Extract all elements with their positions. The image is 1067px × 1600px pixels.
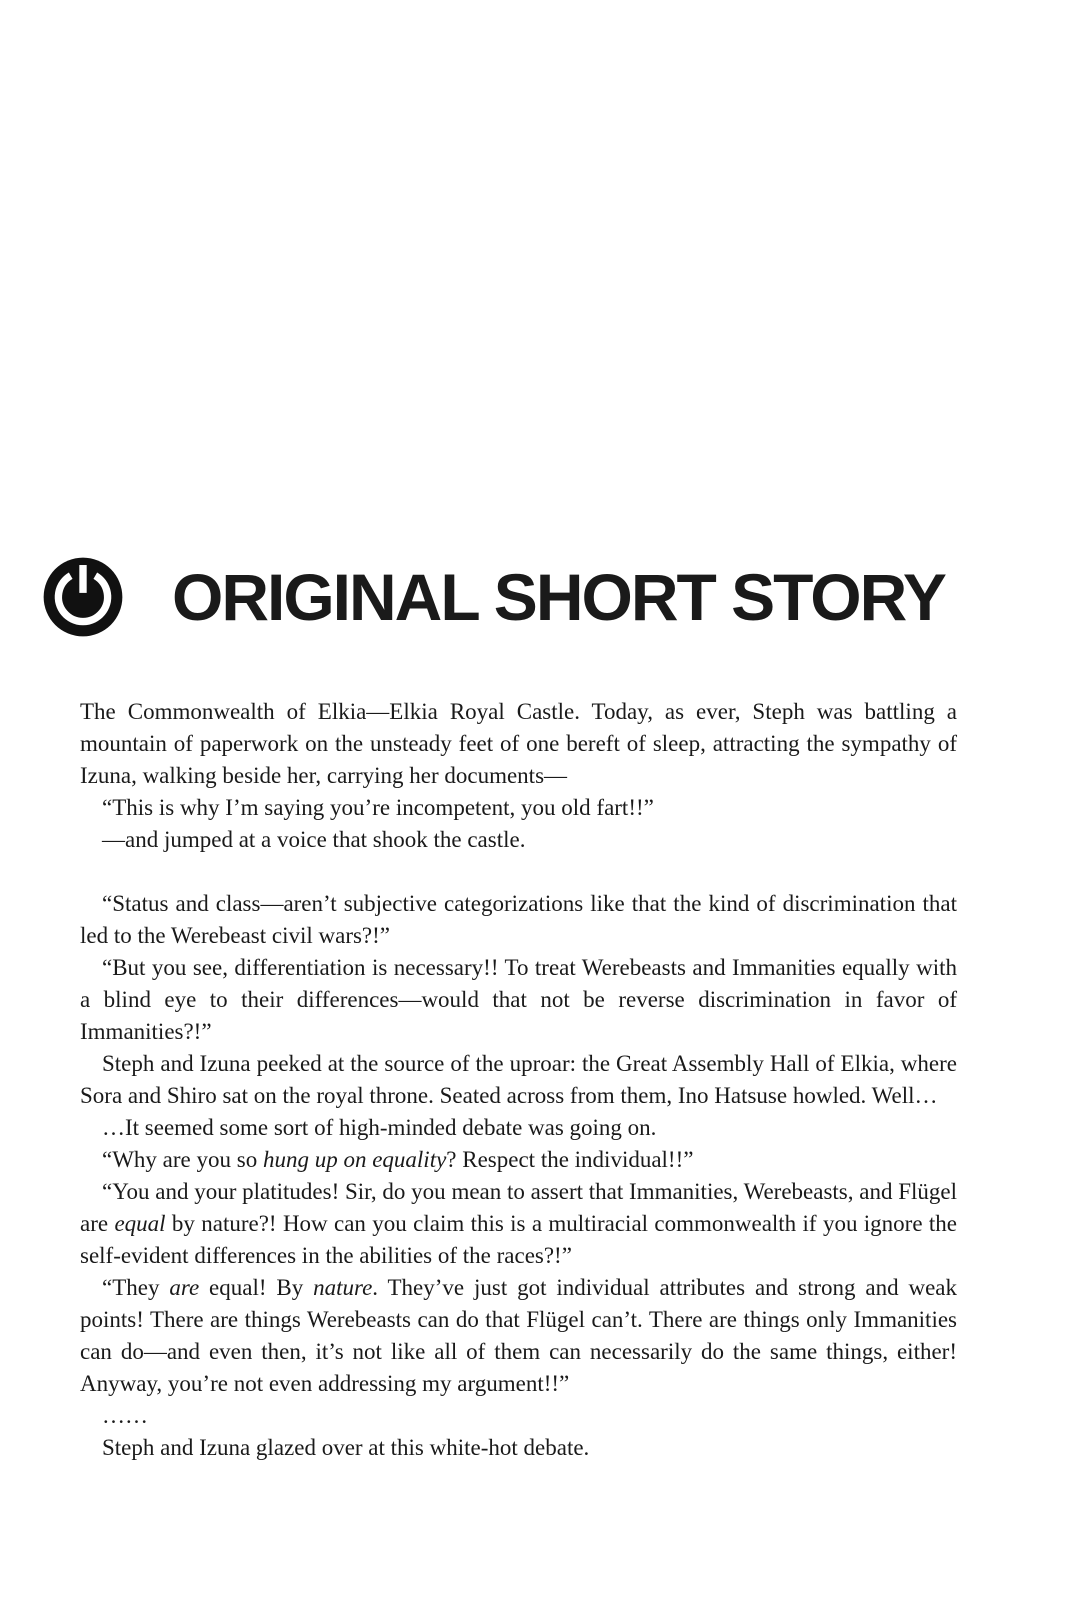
story-paragraph — [80, 888, 957, 952]
story-paragraph — [80, 1144, 957, 1176]
story-paragraph — [80, 792, 957, 824]
story-text: equal! By — [199, 1275, 314, 1300]
story-text: “They — [102, 1275, 170, 1300]
story-text-italic: nature — [313, 1275, 373, 1300]
story-text: …… — [102, 1403, 148, 1428]
story-paragraph — [80, 1112, 957, 1144]
story-text-italic: are — [169, 1275, 200, 1300]
story-text: Steph and Izuna glazed over at this white-hot debate. — [102, 1435, 590, 1460]
story-paragraph — [80, 1400, 957, 1432]
story-text: “Status and class—aren’t subjective categorizations like that the kind of discrimination that led to the Werebeast civil wars?!” — [80, 891, 957, 948]
story-paragraph — [80, 824, 957, 856]
story-paragraph — [80, 952, 957, 1048]
story-text: The Commonwealth of Elkia—Elkia Royal Castle. Today, as ever, Steph was battling a mountain of paperwork on the unsteady feet of one bereft of sleep, attracting the sympathy of Izuna, walking beside her, carrying her documents— — [80, 699, 957, 788]
chapter-header — [42, 556, 945, 638]
story-paragraph — [80, 1176, 957, 1272]
story-paragraph — [80, 1048, 957, 1112]
story-text: —and jumped at a voice that shook the castle. — [102, 827, 526, 852]
story-text-italic: equal — [114, 1211, 166, 1236]
story-text: “Why are you so — [102, 1147, 263, 1172]
story-text: ? Respect the individual!!” — [446, 1147, 694, 1172]
story-paragraph — [80, 696, 957, 792]
story-text: “This is why I’m saying you’re incompetent, you old fart!!” — [102, 795, 654, 820]
story-text: Steph and Izuna peeked at the source of the uproar: the Great Assembly Hall of Elkia, where Sora and Shiro sat on the royal throne. Seated across from them, Ino Hatsuse howled. Well… — [80, 1051, 957, 1108]
story-text: “But you see, differentiation is necessary!! To treat Werebeasts and Immanities equally with a blind eye to their differences—would that not be reverse discrimination in favor of Immanities?!” — [80, 955, 957, 1044]
story-paragraph — [80, 1432, 957, 1464]
story-text: . They’ve just got individual attributes and strong and weak points! There are things Werebeasts can do that Flügel can’t. There are things only Immanities can do—and even then, it’s not like all of them can necessarily do the same things, either! Anyway, you’re not even addressing my argument!!” — [80, 1275, 957, 1396]
story-text-italic: hung up on equality — [262, 1147, 447, 1172]
page-title: ORIGINAL SHORT STORY — [172, 560, 945, 634]
story-text: by nature?! How can you claim this is a multiracial commonwealth if you ignore the self-evident differences in the abilities of the races?!” — [80, 1211, 958, 1268]
power-icon — [42, 556, 124, 638]
story-text: …It seemed some sort of high-minded debate was going on. — [102, 1115, 657, 1140]
story-paragraph — [80, 1272, 957, 1400]
story-body — [80, 696, 957, 1464]
story-text: “You and your platitudes! Sir, do you mean to assert that Immanities, Werebeasts, and Flügel are — [80, 1179, 957, 1236]
